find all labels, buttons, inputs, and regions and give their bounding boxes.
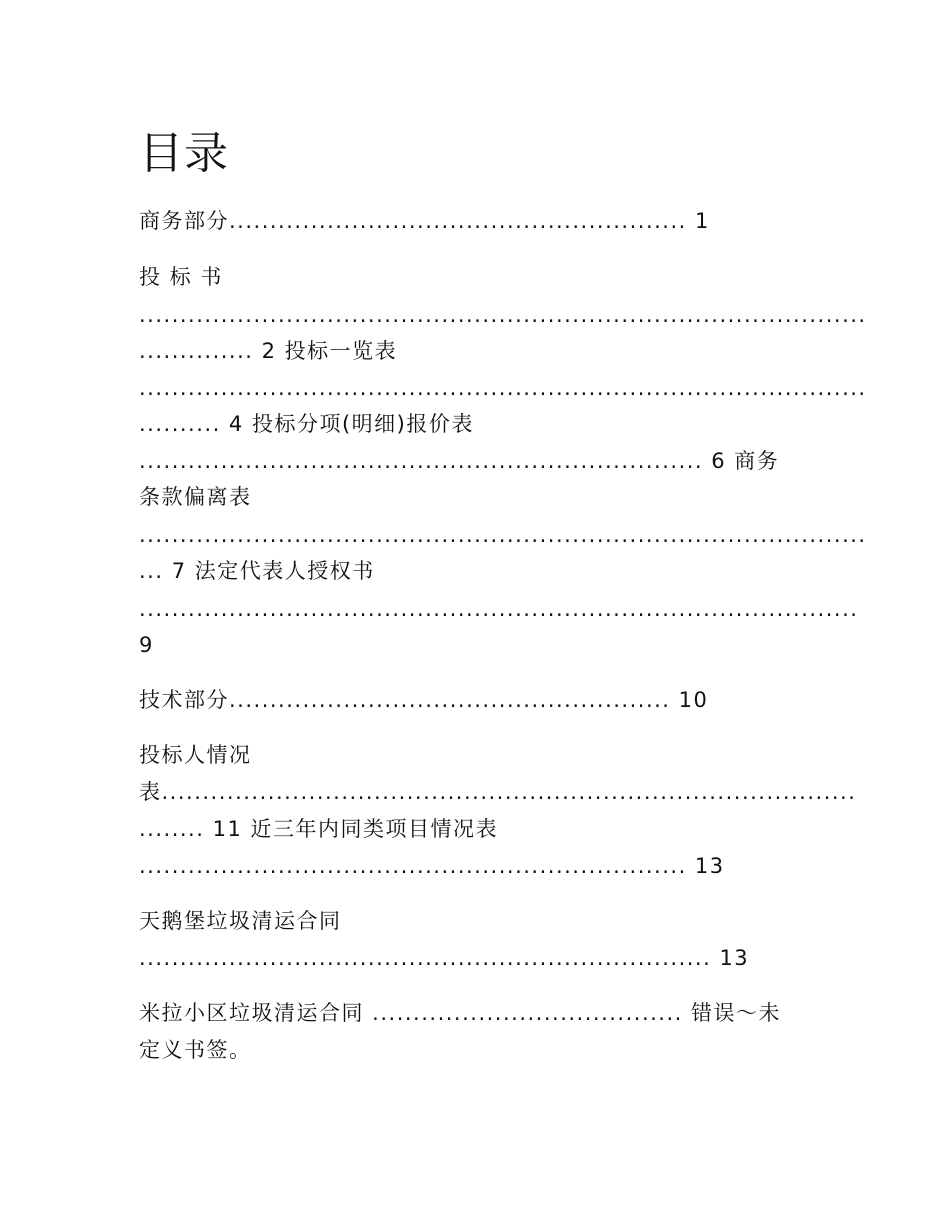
toc-line: 商务部分........................................................ 1: [139, 209, 710, 233]
toc-line: ................................................................... 13: [139, 854, 725, 878]
toc-line: 米拉小区垃圾清运合同 ...................................... 错误～未: [139, 1001, 782, 1025]
toc-line: ... 7 法定代表人授权书: [139, 559, 375, 583]
toc-line: ........................................................................................: [139, 597, 859, 621]
toc-line: ........ 11 近三年内同类项目情况表: [139, 817, 498, 841]
toc-line: ...................................................................... 13: [139, 946, 750, 970]
toc-line: .......... 4 投标分项(明细)报价表: [139, 412, 474, 436]
toc-line: .........................................................................................: [139, 303, 867, 327]
toc-line: 投 标 书: [139, 265, 223, 289]
toc-line: ..................................................................... 6 商务: [139, 449, 780, 473]
toc-line: .........................................................................................: [139, 376, 867, 400]
toc-line: 表.....................................................................................: [139, 780, 857, 804]
toc-line: 定义书签。: [139, 1038, 252, 1062]
toc-line: .............. 2 投标一览表: [139, 339, 398, 363]
toc-line: 天鹅堡垃圾清运合同: [139, 909, 342, 933]
toc-line: 投标人情况: [139, 743, 252, 767]
toc-line: .........................................................................................: [139, 523, 867, 547]
toc-line: 技术部分...................................................... 10: [139, 688, 709, 712]
toc-line: 9: [139, 633, 154, 657]
toc-title: 目录: [139, 128, 229, 179]
toc-line: 条款偏离表: [139, 485, 252, 509]
